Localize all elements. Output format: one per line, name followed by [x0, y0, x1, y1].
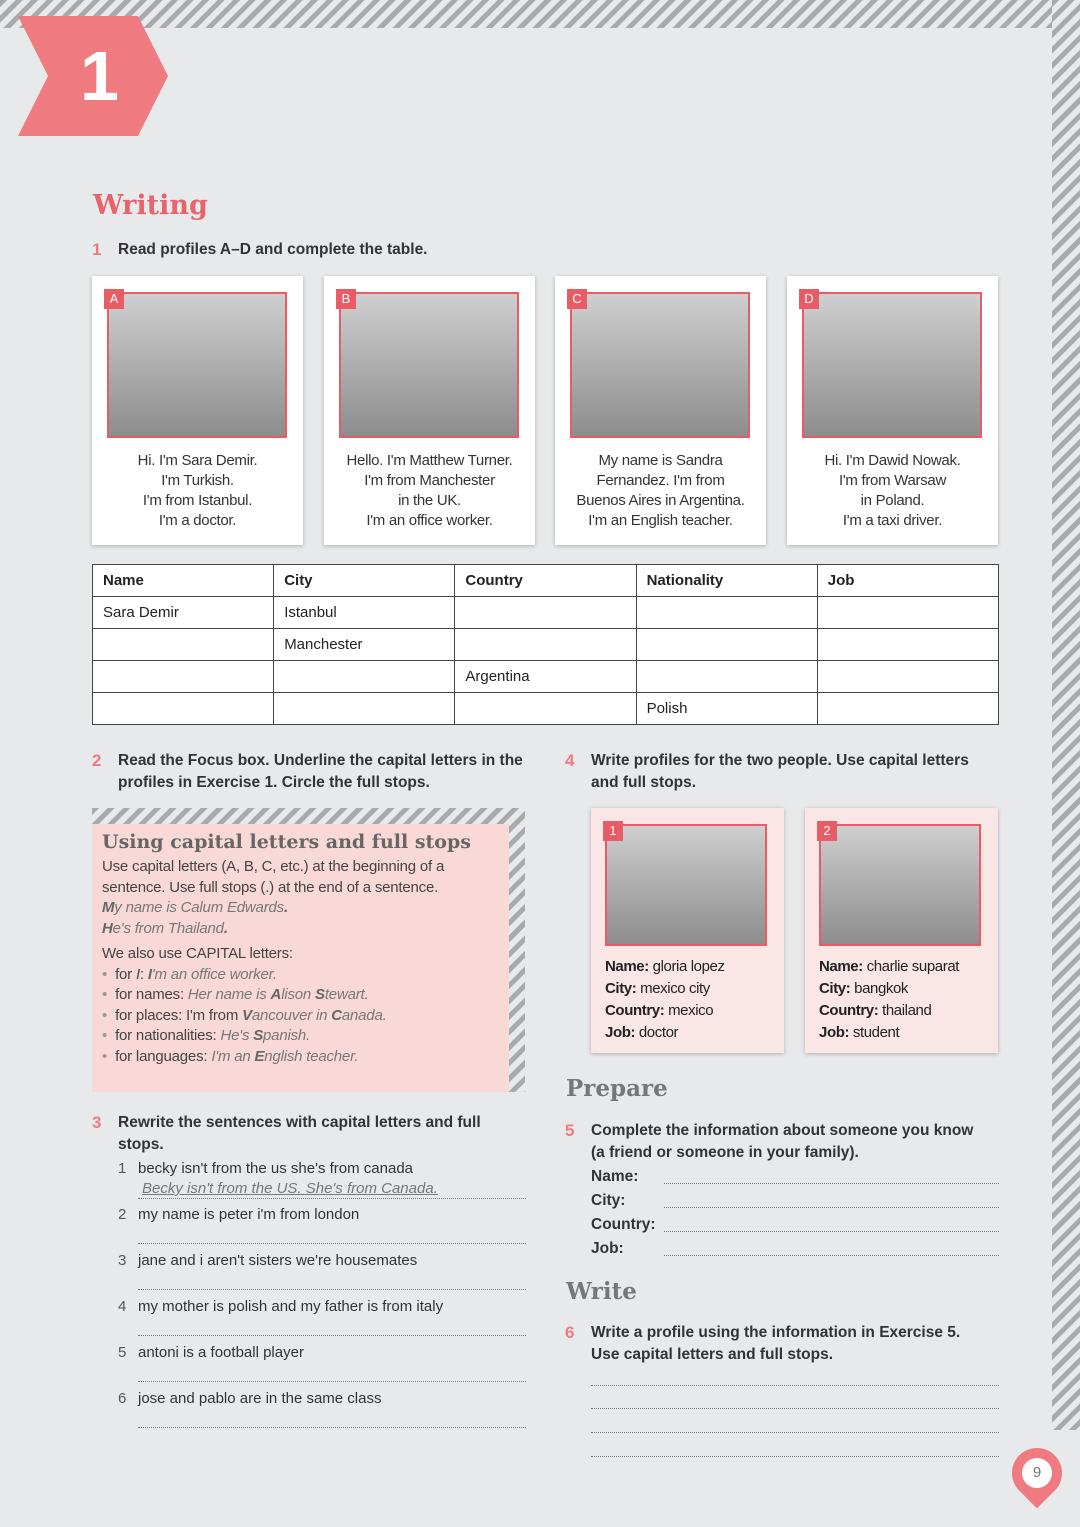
profile-card-a: A Hi. I'm Sara Demir. I'm Turkish. I'm from Istanbul. I'm a doctor.: [92, 276, 303, 545]
table-row: Sara Demir Istanbul: [93, 597, 999, 629]
profile-tag: B: [336, 289, 356, 309]
profile-tag: D: [799, 289, 819, 309]
exercise-2-instruction: 2 Read the Focus box. Underline the capital letters in the profiles in Exercise 1. Circle the full stops.: [92, 751, 523, 791]
answer-line[interactable]: [138, 1243, 526, 1244]
field-label-city: City:: [591, 1192, 626, 1209]
table-row: Manchester: [93, 629, 999, 661]
profile-tag: C: [567, 289, 587, 309]
exercise-5-instruction: 5 Complete the information about someone you know (a friend or someone in your family).: [565, 1121, 974, 1161]
profile-photo: [339, 292, 519, 438]
decorative-stripe: [0, 0, 1080, 28]
person-card-2: 2 Name: charlie suparat City: bangkok Country: thailand Job: student: [805, 808, 998, 1053]
table-row: Polish: [93, 693, 999, 725]
exercise-6-instruction: 6 Write a profile using the information in Exercise 5. Use capital letters and full stops.: [565, 1323, 961, 1363]
section-title-write: Write: [566, 1278, 637, 1305]
answer-line[interactable]: [591, 1432, 999, 1433]
profile-card-b: B Hello. I'm Matthew Turner. I'm from Manchester in the UK. I'm an office worker.: [324, 276, 535, 545]
focus-title: Using capital letters and full stops: [102, 831, 471, 853]
answer-line[interactable]: [591, 1408, 999, 1409]
profile-photo: [107, 292, 287, 438]
profile-card-c: C My name is Sandra Fernandez. I'm from Buenos Aires in Argentina. I'm an English teacher.: [555, 276, 766, 545]
exercise-3-item: 1 becky isn't from the us she's from canada: [118, 1160, 414, 1177]
city-field[interactable]: [664, 1207, 999, 1208]
section-title-writing: Writing: [93, 190, 208, 221]
name-field[interactable]: [664, 1183, 999, 1184]
answer-line[interactable]: [138, 1335, 526, 1336]
person-photo: [819, 824, 981, 946]
field-label-country: Country:: [591, 1216, 656, 1233]
exercise-3-item: 4 my mother is polish and my father is from italy: [118, 1298, 444, 1315]
answer-line[interactable]: [138, 1381, 526, 1382]
field-label-job: Job:: [591, 1240, 624, 1257]
answer-line[interactable]: [591, 1385, 999, 1386]
table-row: Argentina: [93, 661, 999, 693]
exercise-3-item: 3 jane and i aren't sisters we're housemates: [118, 1252, 418, 1269]
section-title-prepare: Prepare: [566, 1075, 668, 1102]
exercise-4-instruction: 4 Write profiles for the two people. Use capital letters and full stops.: [565, 751, 969, 791]
profile-photo: [802, 292, 982, 438]
exercise-3-item: 6 jose and pablo are in the same class: [118, 1390, 382, 1407]
profile-table: Name City Country Nationality Job Sara Demir Istanbul Manchester Argentina Polish: [92, 564, 999, 725]
answer-line[interactable]: [591, 1456, 999, 1457]
profile-photo: [570, 292, 750, 438]
answer-line[interactable]: [138, 1289, 526, 1290]
profile-tag: A: [104, 289, 124, 309]
answer-line[interactable]: [138, 1427, 526, 1428]
example-answer: Becky isn't from the US. She's from Canada.: [142, 1180, 438, 1197]
decorative-stripe: [1052, 0, 1080, 1430]
exercise-3-item: 5 antoni is a football player: [118, 1344, 304, 1361]
person-photo: [605, 824, 767, 946]
field-label-name: Name:: [591, 1168, 639, 1185]
job-field[interactable]: [664, 1255, 999, 1256]
exercise-number: 1: [92, 240, 102, 259]
unit-number: 1: [80, 37, 119, 115]
answer-line[interactable]: [138, 1198, 526, 1199]
exercise-1-instruction: 1 Read profiles A–D and complete the table.: [92, 240, 428, 259]
person-card-1: 1 Name: gloria lopez City: mexico city Country: mexico Job: doctor: [591, 808, 784, 1053]
profile-card-d: D Hi. I'm Dawid Nowak. I'm from Warsaw in Poland. I'm a taxi driver.: [787, 276, 998, 545]
page-number: 9: [1022, 1458, 1052, 1488]
exercise-3-item: 2 my name is peter i'm from london: [118, 1206, 360, 1223]
country-field[interactable]: [664, 1231, 999, 1232]
exercise-3-instruction: 3 Rewrite the sentences with capital letters and full stops.: [92, 1113, 481, 1153]
focus-box: Using capital letters and full stops Use capital letters (A, B, C, etc.) at the beginning of a sentence. Use full stops (.) at the end of a sentence. My name is Calum Edwards. He's from Thailand. We also use CAPITAL letters: • for I: I'm an office worker. • for names: Her name is Alison Stewart. • for places: I'm from Vancouver in Canada. • for nationalities: He's Spanish. • for languages: I'm an English teacher.: [92, 808, 525, 1092]
